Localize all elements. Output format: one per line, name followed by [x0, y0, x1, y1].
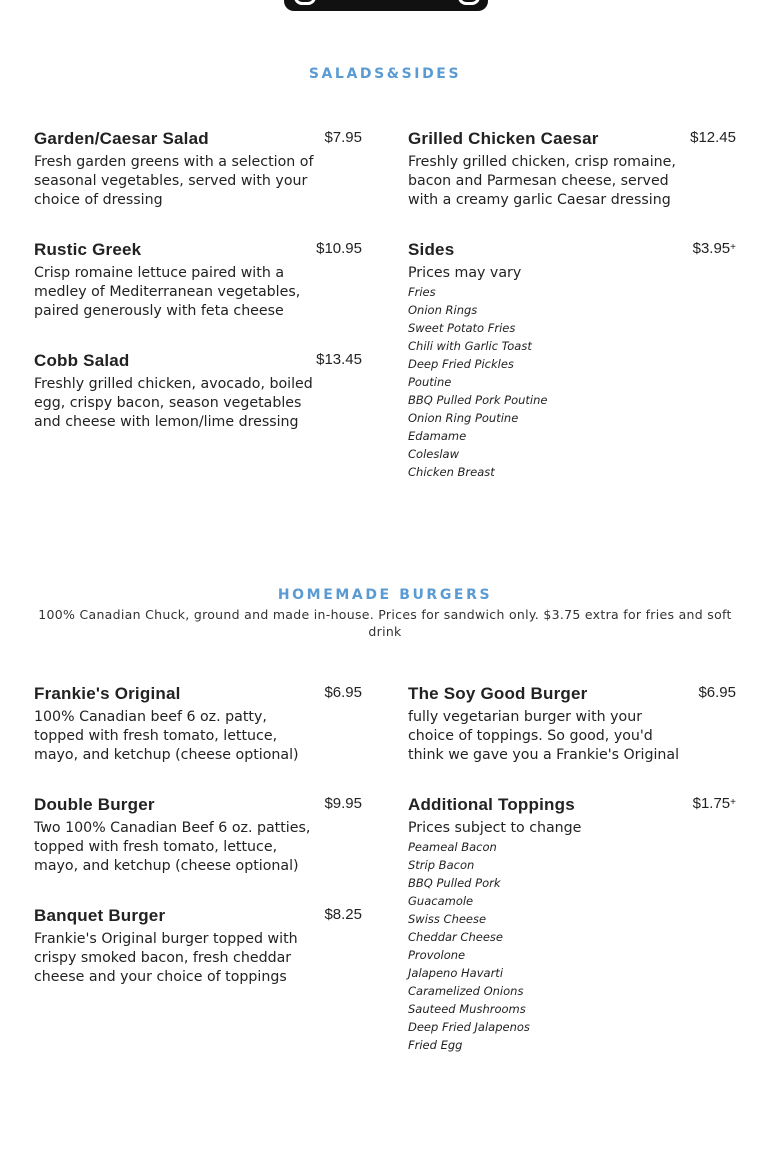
item-description: Fresh garden greens with a selection of seasonal vegetables, served with your choice of dressing: [34, 154, 314, 208]
menu-item: [408, 129, 736, 210]
item-description: Frankie's Original burger topped with crispy smoked bacon, fresh cheddar cheese and your choice of toppings: [34, 931, 298, 985]
item-description: Crisp romaine lettuce paired with a medley of Mediterranean vegetables, paired generously with feta cheese: [34, 265, 301, 319]
logo-glyph: [294, 0, 316, 5]
item-name: Grilled Chicken Caesar: [408, 129, 599, 148]
list-item: Onion Ring Poutine: [408, 411, 519, 425]
item-price: $9.95: [324, 795, 362, 812]
item-name: Banquet Burger: [34, 906, 166, 925]
list-item: Sauteed Mushrooms: [408, 1002, 526, 1016]
list-item: Chicken Breast: [408, 465, 495, 479]
list-item: Fries: [408, 285, 436, 299]
list-item: Peameal Bacon: [408, 840, 497, 854]
section-title-salads: SALADS&SIDES: [308, 66, 462, 82]
item-price: $6.95: [698, 684, 736, 701]
item-price: $7.95: [324, 129, 362, 146]
list-item: BBQ Pulled Pork Poutine: [408, 393, 548, 407]
item-description: Freshly grilled chicken, avocado, boiled egg, crispy bacon, season vegetables and cheese with lemon/lime dressing: [34, 376, 313, 430]
list-item: Caramelized Onions: [408, 984, 524, 998]
list-item: Jalapeno Havarti: [408, 966, 504, 980]
list-item: Fried Egg: [408, 1038, 463, 1052]
item-description: Prices may vary: [408, 265, 522, 281]
menu-item: [34, 240, 362, 321]
item-price: $10.95: [316, 240, 362, 257]
toppings-list: [408, 838, 736, 1054]
menu-item: [34, 129, 362, 210]
item-name: The Soy Good Burger: [408, 684, 588, 703]
item-name: Garden/Caesar Salad: [34, 129, 209, 148]
section-title-burgers: HOMEMADE BURGERS: [277, 587, 493, 603]
item-description: Prices subject to change: [408, 820, 582, 836]
list-item: Chili with Garlic Toast: [408, 339, 532, 353]
item-description: Two 100% Canadian Beef 6 oz. patties, topped with fresh tomato, lettuce, mayo, and ketchup (cheese optional): [34, 820, 311, 874]
item-name: Frankie's Original: [34, 684, 181, 703]
price-value: $1.75: [692, 795, 731, 812]
menu-item: [408, 684, 736, 765]
item-name: Rustic Greek: [34, 240, 142, 259]
list-item: Strip Bacon: [408, 858, 475, 872]
list-item: Poutine: [408, 375, 452, 389]
section-subtitle: 100% Canadian Chuck, ground and made in-house. Prices for sandwich only. $3.75 extra for fries and soft drink: [38, 607, 732, 639]
list-item: Coleslaw: [408, 447, 459, 461]
menu-item: [34, 795, 362, 876]
item-price: $8.25: [324, 906, 362, 923]
item-description: fully vegetarian burger with your choice of toppings. So good, you'd think we gave you a Frankie's Original: [408, 709, 680, 763]
list-item: Cheddar Cheese: [408, 930, 503, 944]
item-price: $6.95: [324, 684, 362, 701]
list-item: Swiss Cheese: [408, 912, 487, 926]
item-name: Double Burger: [34, 795, 155, 814]
list-item: Guacamole: [408, 894, 474, 908]
price-suffix: +: [730, 242, 736, 253]
price-value: $3.95: [692, 240, 731, 257]
item-name: Additional Toppings: [408, 795, 575, 814]
logo-glyph: [458, 0, 480, 5]
list-item: Edamame: [408, 429, 467, 443]
list-item: BBQ Pulled Pork: [408, 876, 501, 890]
item-description: Freshly grilled chicken, crisp romaine, bacon and Parmesan cheese, served with a creamy garlic Caesar dressing: [408, 154, 676, 208]
menu-item: [408, 240, 736, 481]
item-price: $12.45: [690, 129, 736, 146]
list-item: Onion Rings: [408, 303, 478, 317]
menu-item: [34, 684, 362, 765]
item-name: Sides: [408, 240, 455, 259]
logo: [284, 0, 488, 11]
sides-list: [408, 283, 736, 481]
price-suffix: +: [730, 797, 736, 808]
list-item: Sweet Potato Fries: [408, 321, 516, 335]
item-price: [693, 240, 736, 257]
menu-item: [408, 795, 736, 1054]
list-item: Deep Fried Jalapenos: [408, 1020, 530, 1034]
item-description: 100% Canadian beef 6 oz. patty, topped with fresh tomato, lettuce, mayo, and ketchup (cheese optional): [34, 709, 299, 763]
item-price: $13.45: [316, 351, 362, 368]
item-name: Cobb Salad: [34, 351, 130, 370]
menu-item: [34, 906, 362, 987]
list-item: Provolone: [408, 948, 466, 962]
menu-item: [34, 351, 362, 432]
list-item: Deep Fried Pickles: [408, 357, 514, 371]
item-price: [693, 795, 736, 812]
